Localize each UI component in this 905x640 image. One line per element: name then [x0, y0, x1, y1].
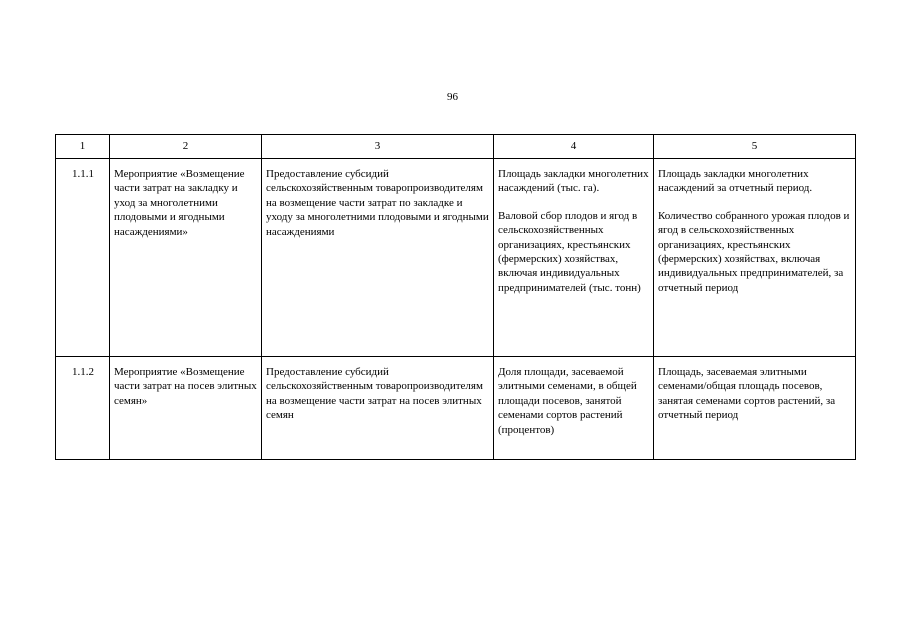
- calculation-cell: [654, 159, 856, 357]
- table-header-row: [56, 135, 856, 159]
- event-cell: Мероприятие «Возмещение части затрат на закладку и уход за многолетними плодовыми и ягодными насаждениями»: [110, 159, 262, 357]
- calculation-text: Площадь, засеваемая элитными семенами/общая площадь посевов, занятая семенами сортов растений, за отчетный период: [658, 366, 836, 422]
- table-row: [56, 159, 856, 357]
- row-number: 1.1.1: [56, 159, 110, 357]
- indicator-cell: [494, 159, 654, 357]
- table-row: [56, 357, 856, 460]
- header-cell-4: 4: [494, 135, 654, 159]
- indicator-text: Площадь закладки многолетних насаждений (тыс. га).: [498, 168, 649, 195]
- calculation-cell: [654, 357, 856, 460]
- header-cell-5: 5: [654, 135, 856, 159]
- header-cell-3: 3: [262, 135, 494, 159]
- header-cell-1: 1: [56, 135, 110, 159]
- page-number: 96: [447, 91, 458, 103]
- calculation-text: Площадь закладки многолетних насаждений за отчетный период.: [658, 168, 813, 195]
- indicator-text: Доля площади, засеваемой элитными семенами, в общей площади посевов, занятой семенами сортов растений (процентов): [498, 366, 637, 436]
- calculation-text: Количество собранного урожая плодов и ягод в сельскохозяйственных организациях, крестьянских (фермерских) хозяйствах, включая индивидуальных предпринимателей, за отчетный период: [658, 209, 850, 294]
- header-cell-2: 2: [110, 135, 262, 159]
- description-cell: Предоставление субсидий сельскохозяйственным товаропроизводителям на возмещение части затрат по закладке и уходу за многолетними плодовыми и ягодными насаждениями: [262, 159, 494, 357]
- row-number: 1.1.2: [56, 357, 110, 460]
- event-cell: Мероприятие «Возмещение части затрат на посев элитных семян»: [110, 357, 262, 460]
- indicator-cell: [494, 357, 654, 460]
- description-cell: Предоставление субсидий сельскохозяйственным товаропроизводителям на возмещение части затрат на посев элитных семян: [262, 357, 494, 460]
- indicator-text: Валовой сбор плодов и ягод в сельскохозяйственных организациях, крестьянских (фермерских) хозяйствах, включая индивидуальных предпринимателей (тыс. тонн): [498, 209, 641, 294]
- indicators-table: [55, 134, 856, 460]
